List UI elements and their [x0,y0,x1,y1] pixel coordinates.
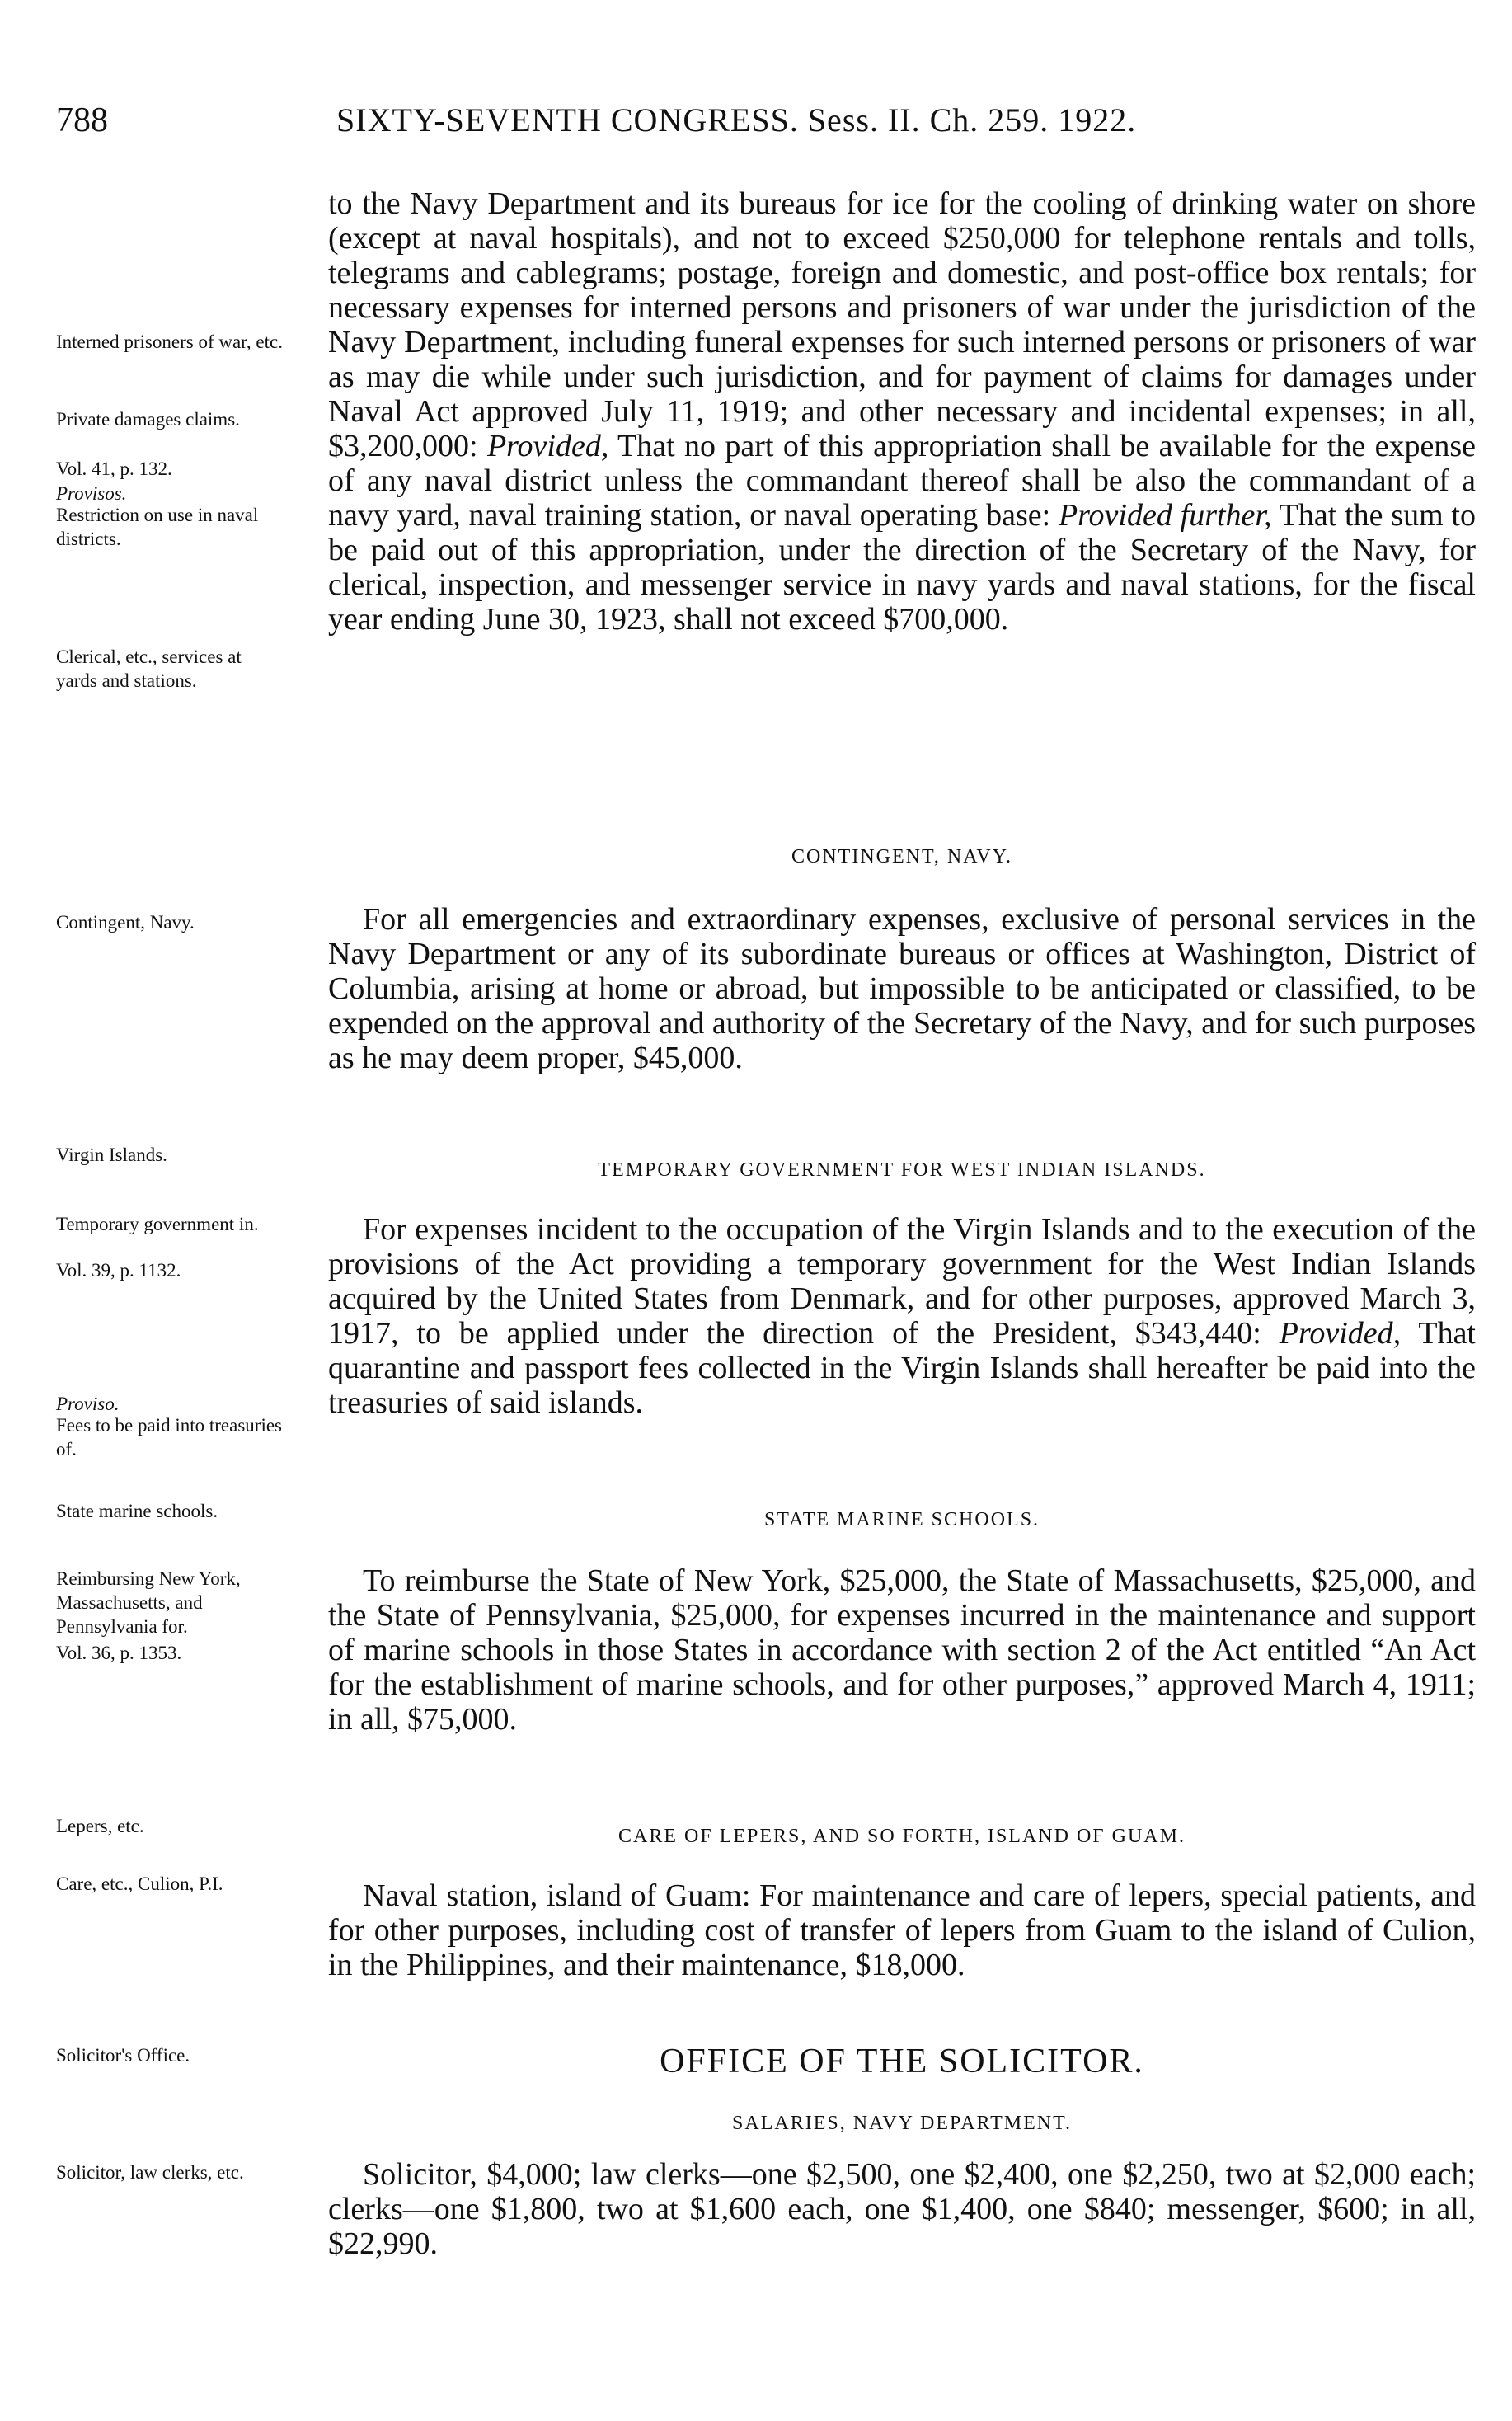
section-heading-solicitor: OFFICE OF THE SOLICITOR. [660,2043,1144,2080]
paragraph-text: To reimburse the State of New York, $25,000, the State of Massachusetts, $25,000, and the State of Pennsylvania, $25,000, for expenses incurred in the maintenance and support of marine schools in those States in accordance with section 2 of the Act entitled “An Act for the establishment of marine schools, and for other purposes,” approved March 4, 1911; in all, $75,000. [328,1563,1476,1737]
section-heading-temporary-government: TEMPORARY GOVERNMENT FOR WEST INDIAN ISLANDS. [598,1159,1206,1181]
margin-note-proviso: Proviso. [56,1394,120,1414]
section-heading-contingent: CONTINGENT, NAVY. [791,846,1012,867]
margin-note-reimbursing: Reimbursing New York, Massachusetts, and Pennsylvania for. [56,1568,241,1637]
section-heading-state-marine-schools: STATE MARINE SCHOOLS. [763,1509,1040,1530]
paragraph-guam [328,1878,1476,1982]
paragraph-text: For all emergencies and extraordinary expenses, exclusive of personal services in the Navy Department or any of its subordinate bureaus or offices at Washington, District of Columbia, arising at home or abroad, but impossible to be anticipated or classified, to be expended on the approval and authority of the Secretary of the Navy, and for such purposes as he may deem proper, $45,000. [328,902,1476,1075]
paragraph-solicitor-salaries [328,2157,1476,2261]
margin-note-vol39: Vol. 39, p. 1132. [56,1260,181,1281]
margin-note-private-damages: Private damages claims. [56,409,240,430]
margin-note-temporary: Temporary government in. [56,1214,259,1234]
margin-note-clerical: Clerical, etc., services at yards and stations. [56,646,242,691]
paragraph-text: That no part of this appropriation shall be available for the expense of any naval district unless the commandant thereof shall be also the commandant of a navy yard, naval training station, or naval operating base: [328,429,1476,533]
margin-note-restriction: Restriction on use in naval districts. [56,505,259,549]
paragraph-contingent [328,902,1476,1075]
margin-note-virgin-islands: Virgin Islands. [56,1145,167,1165]
margin-note-solicitor-clerks: Solicitor, law clerks, etc. [56,2162,244,2183]
paragraph-text: That quarantine and passport fees collected in the Virgin Islands shall hereafter be paid into the treasuries of said islands. [328,1316,1476,1420]
margin-note-contingent: Contingent, Navy. [56,912,195,933]
paragraph-virgin-islands [328,1212,1476,1420]
section-heading-salaries: SALARIES, NAVY DEPARTMENT. [732,2113,1072,2134]
margin-note-care: Care, etc., Culion, P.I. [56,1873,223,1894]
provided-italic: Provided, [1279,1316,1402,1351]
paragraph-text: For expenses incident to the occupation of the Virgin Islands and to the execution of the provisions of the Act providing a temporary government for the West Indian Islands acquired by the United States from Denmark, and for other purposes, approved March 3, 1917, to be applied under the direction of the President, $343,440: [328,1212,1476,1351]
paragraph-text: Solicitor, $4,000; law clerks—one $2,500, one $2,400, one $2,250, two at $2,000 each; clerks—one $1,800, two at $1,600 each, one $1,400, one $840; messenger, $600; in all, $22,990. [328,2157,1476,2261]
margin-note-fees: Fees to be paid into treasuries of. [56,1415,283,1460]
page-header [56,101,1458,147]
provided-further-italic: Provided further, [1058,498,1272,533]
page-number: 788 [56,101,108,139]
paragraph-navy-department [328,186,1476,637]
margin-note-provisos: Provisos. [56,483,127,504]
margin-note-interned: Interned prisoners of war, etc. [56,331,283,352]
section-heading-lepers: CARE OF LEPERS, AND SO FORTH, ISLAND OF GUAM. [618,1826,1186,1847]
paragraph-text: That the sum to be paid out of this appropriation, under the direction of the Secretary of the Navy, for clerical, inspection, and messenger service in navy yards and naval stations, for the fiscal year ending June 30, 1923, shall not exceed $700,000. [328,498,1476,637]
paragraph-text: to the Navy Department and its bureaus for ice for the cooling of drinking water on shore (except at naval hospitals), and not to exceed $250,000 for telephone rentals and tolls, telegrams and cablegrams; postage, foreign and domestic, and post-office box rentals; for necessary expenses for interned persons and prisoners of war under the jurisdiction of the Navy Department, including funeral expenses for such interned persons or prisoners of war as may die while under such jurisdiction, and for payment of claims for damages under Naval Act approved July 11, 1919; and other necessary and incidental expenses; in all, $3,200,000: [328,186,1476,463]
margin-note-vol36: Vol. 36, p. 1353. [56,1643,182,1663]
margin-note-lepers: Lepers, etc. [56,1816,144,1836]
margin-note-state-marine: State marine schools. [56,1501,218,1521]
running-title: SIXTY-SEVENTH CONGRESS. Sess. II. Ch. 259. 1922. [336,101,1137,139]
paragraph-state-marine-schools [328,1563,1476,1737]
paragraph-text: Naval station, island of Guam: For maintenance and care of lepers, special patients, and for other purposes, including cost of transfer of lepers from Guam to the island of Culion, in the Philippines, and their maintenance, $18,000. [328,1878,1476,1982]
provided-italic: Provided, [486,429,609,463]
margin-note-solicitor-office: Solicitor's Office. [56,2045,190,2066]
margin-note-vol41: Vol. 41, p. 132. [56,458,172,479]
